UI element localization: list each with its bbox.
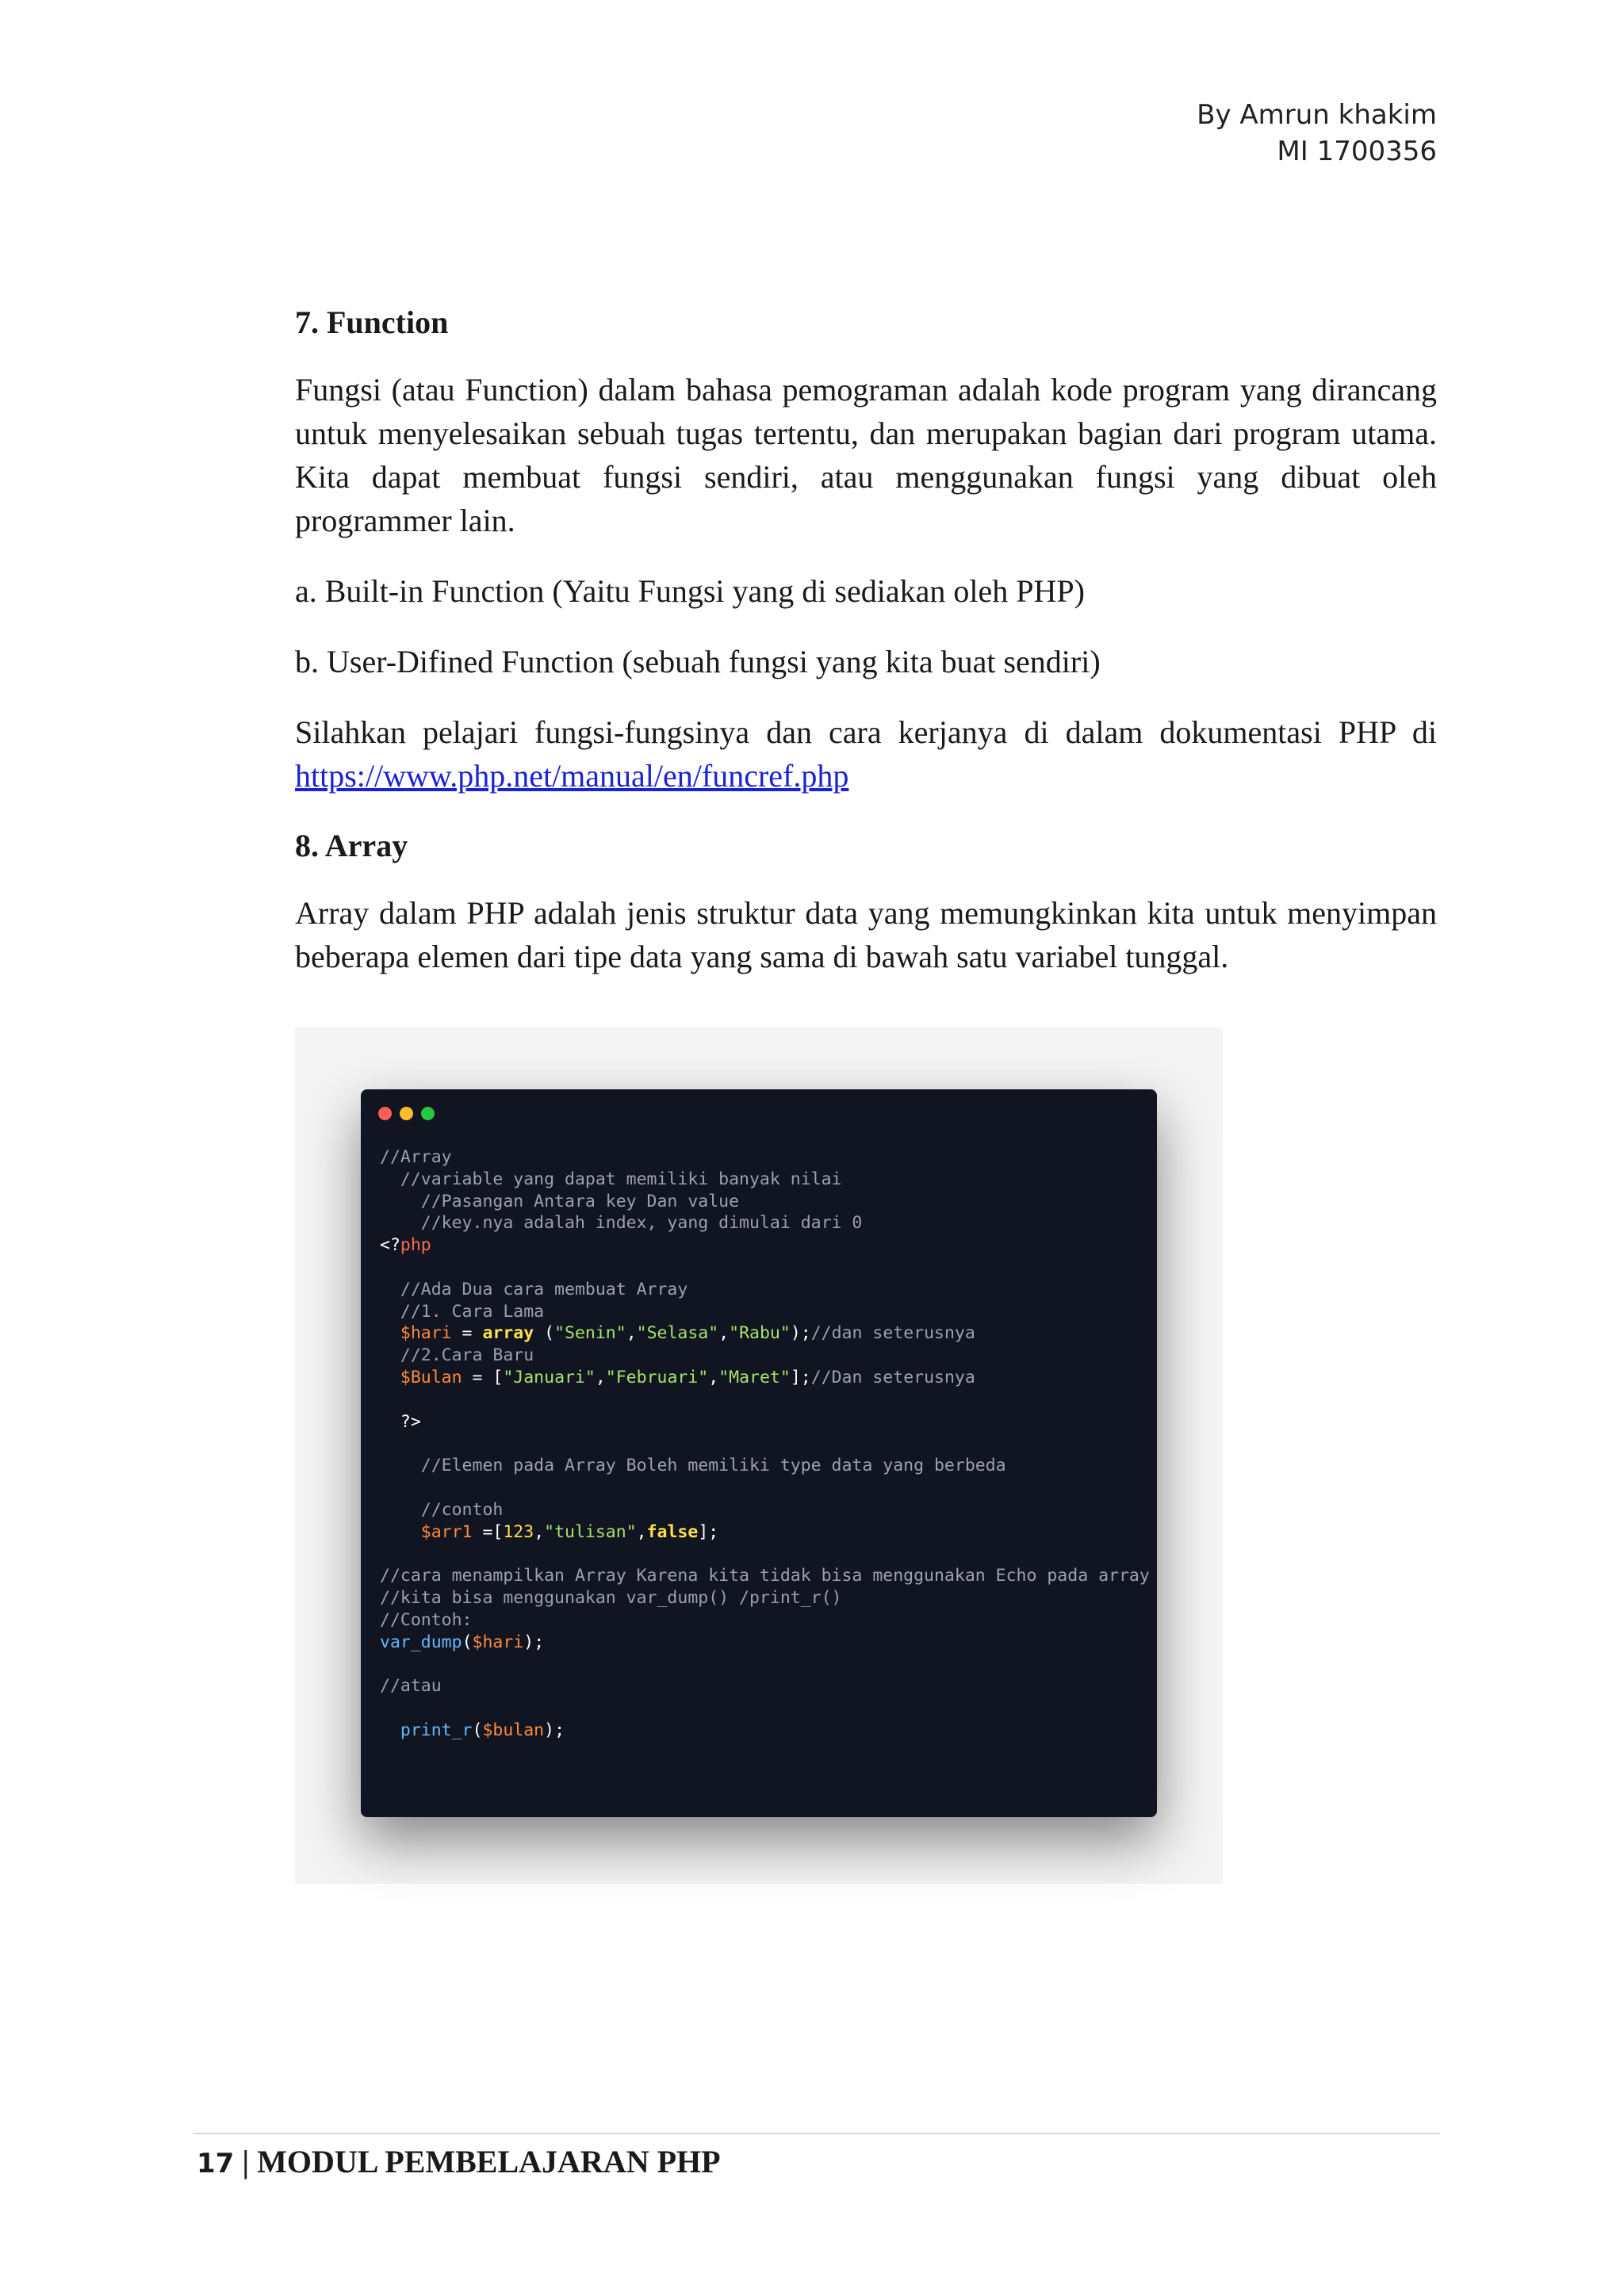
code-token: //dan seterusnya (810, 1323, 975, 1344)
maximize-dot-icon (421, 1107, 435, 1120)
code-token: //Dan seterusnya (810, 1367, 975, 1387)
code-token: $bulan (482, 1720, 545, 1740)
window-controls (378, 1107, 435, 1120)
code-token: ( (472, 1720, 483, 1740)
code-token: ( (534, 1323, 555, 1344)
section-heading-function: 7. Function (295, 304, 449, 340)
code-token: var_dump (380, 1632, 462, 1652)
code-token: $Bulan (380, 1367, 462, 1387)
code-line (380, 1323, 975, 1343)
code-token: =[ (472, 1521, 504, 1542)
code-token: //Contoh: (380, 1609, 473, 1630)
code-token: //cara menampilkan Array Karena kita tidak bisa menggunakan Echo pada array (380, 1566, 1150, 1586)
code-line (380, 1632, 544, 1652)
code-line (380, 1566, 1150, 1586)
code-window (361, 1089, 1157, 1817)
code-token: //variable yang dapat memiliki banyak nilai (380, 1169, 842, 1189)
code-token: //atau (380, 1676, 442, 1697)
code-token: ]; (698, 1521, 719, 1542)
code-token: = (451, 1323, 483, 1344)
code-line (380, 1169, 841, 1189)
code-token: ?> (380, 1411, 421, 1432)
code-token: = [ (462, 1367, 504, 1387)
footer-separator: | (242, 2144, 250, 2179)
code-line (380, 1368, 975, 1387)
code-token: //contoh (380, 1499, 504, 1520)
code-line (380, 1588, 841, 1608)
code-token: php (400, 1235, 431, 1256)
code-line (380, 1302, 544, 1322)
code-token: "Senin" (554, 1323, 626, 1344)
code-line (380, 1213, 862, 1233)
code-line (380, 1192, 739, 1211)
code-line (380, 1235, 431, 1255)
code-token: "Februari" (605, 1367, 709, 1387)
code-token: , (708, 1367, 719, 1387)
code-token: //Elemen pada Array Boleh memiliki type data yang berbeda (380, 1456, 1006, 1476)
student-id: MI 1700356 (1277, 136, 1437, 167)
page-number: 17 (197, 2148, 235, 2179)
code-token: 123 (503, 1521, 534, 1542)
author-name: By Amrun khakim (1197, 99, 1437, 131)
code-line (380, 1280, 688, 1299)
code-token: , (534, 1521, 545, 1542)
code-token: "Selasa" (636, 1323, 719, 1344)
code-screenshot (295, 1027, 1223, 1884)
paragraph-array-definition: Array dalam PHP adalah jenis struktur data yang memungkinkan kita untuk menyimpan beberapa elemen dari tipe data yang sama di bawah satu variabel tunggal. (295, 895, 1437, 974)
code-token: $arr1 (380, 1521, 473, 1542)
list-item-userdefined: b. User-Difined Function (sebuah fungsi yang kita buat sendiri) (295, 644, 1101, 679)
code-line (380, 1610, 473, 1630)
code-line (380, 1676, 442, 1696)
code-token: $hari (472, 1632, 524, 1652)
code-token: //Pasangan Antara key Dan value (380, 1191, 740, 1211)
code-token: ); (790, 1323, 811, 1344)
paragraph-function-definition: Fungsi (atau Function) dalam bahasa pemograman adalah kode program yang dirancang untuk menyelesaikan sebuah tugas tertentu, dan merupakan bagian dari program utama. Kita dapat membuat fungsi sendiri, atau menggunakan fungsi yang dibuat oleh programmer lain. (295, 372, 1437, 538)
code-line (380, 1500, 503, 1520)
code-token: $hari (380, 1323, 452, 1344)
page-header (1197, 97, 1437, 170)
code-token: , (718, 1323, 730, 1344)
minimize-dot-icon (400, 1107, 413, 1120)
page-footer (197, 2141, 721, 2185)
code-token: //Ada Dua cara membuat Array (380, 1279, 688, 1299)
code-token: , (595, 1367, 606, 1387)
code-token: ); (544, 1720, 565, 1740)
code-line (380, 1720, 565, 1740)
code-line (380, 1456, 1006, 1475)
code-token: //2.Cara Baru (380, 1345, 534, 1366)
code-token: <? (380, 1235, 400, 1256)
code-token: , (636, 1521, 647, 1542)
code-token: "Rabu" (729, 1323, 791, 1344)
code-token: //Array (380, 1147, 452, 1167)
code-token: ]; (790, 1367, 811, 1387)
code-line (380, 1345, 534, 1365)
paragraph-documentation (295, 710, 1437, 798)
code-token: //key.nya adalah index, yang dimulai dari 0 (380, 1213, 863, 1234)
code-token: "Maret" (718, 1367, 791, 1387)
code-token: print_r (380, 1720, 473, 1740)
code-token: false (646, 1521, 699, 1542)
close-dot-icon (378, 1107, 392, 1120)
footer-divider (193, 2133, 1440, 2134)
code-line (380, 1412, 421, 1432)
php-docs-link[interactable]: https://www.php.net/manual/en/funcref.php (295, 758, 849, 794)
code-line (380, 1147, 452, 1167)
code-token: , (626, 1323, 637, 1344)
module-title: MODUL PEMBELAJARAN PHP (257, 2144, 721, 2179)
list-item-builtin: a. Built-in Function (Yaitu Fungsi yang di sediakan oleh PHP) (295, 573, 1085, 609)
code-token: "tulisan" (544, 1521, 637, 1542)
code-token: //1. Cara Lama (380, 1301, 545, 1322)
code-line (380, 1522, 718, 1542)
code-token: "Januari" (503, 1367, 596, 1387)
code-block (380, 1146, 1150, 1742)
documentation-text: Silahkan pelajari fungsi-fungsinya dan cara kerjanya di dalam dokumentasi PHP di (295, 714, 1437, 750)
code-token: ); (523, 1632, 545, 1652)
code-token: array (482, 1323, 534, 1344)
code-token: //kita bisa menggunakan var_dump() /print_r() (380, 1587, 842, 1608)
code-token: ( (462, 1632, 473, 1652)
page-content (295, 301, 1437, 1005)
section-heading-array: 8. Array (295, 828, 408, 863)
